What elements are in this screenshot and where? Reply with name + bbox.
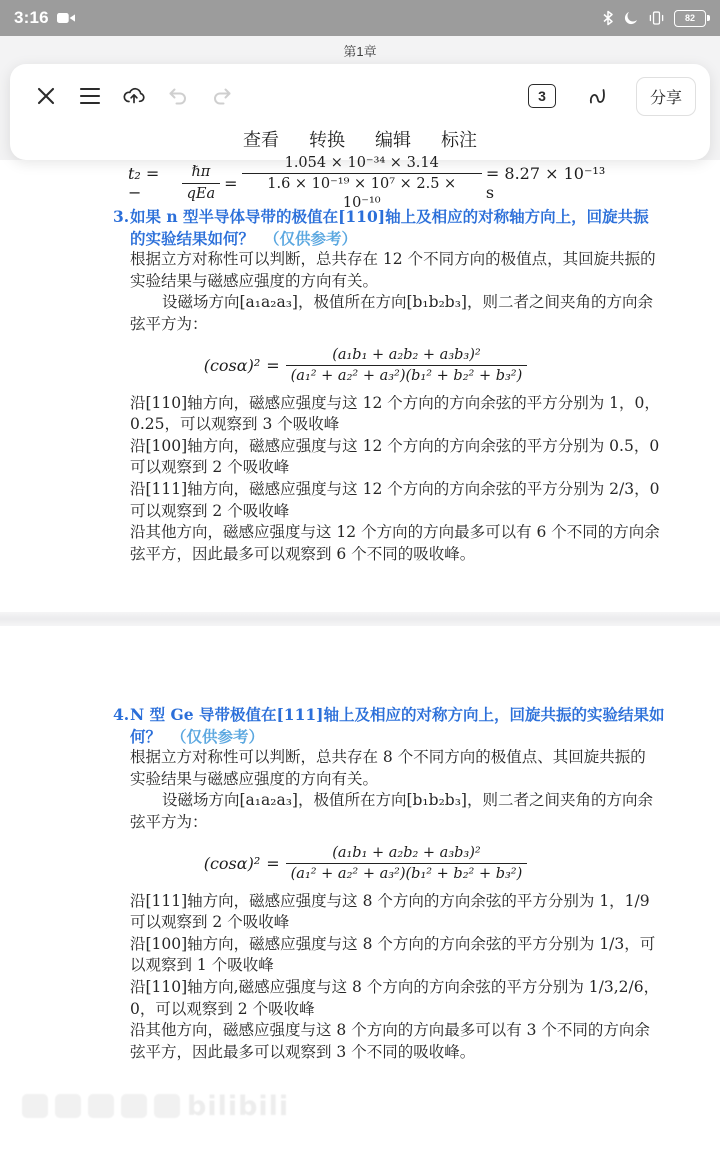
- doc-line: 设磁场方向[a₁a₂a₃]，极值所在方向[b₁b₂b₃]，则二者之间夹角的方向余: [162, 293, 653, 312]
- doc-line: 设磁场方向[a₁a₂a₃]，极值所在方向[b₁b₂b₃]，则二者之间夹角的方向余: [162, 791, 653, 810]
- formula-t2-fraction-1: $\frac{\text{ℏπ}}{\text{qEa}}$: [182, 163, 221, 202]
- formula-t2-fraction-2: $\frac{\text{1.054 × 10⁻³⁴ × 3.14}}{\text{1.6 × 10⁻¹⁹ × 10⁷ × 2.5 × 10⁻¹⁰}}$: [242, 154, 482, 211]
- doc-line: 沿[100]轴方向，磁感应强度与这 8 个方向的方向余弦的平方分别为 1/3，可: [130, 934, 656, 953]
- redo-icon: [210, 85, 234, 107]
- share-button[interactable]: 分享: [636, 77, 696, 116]
- doc-line: 沿[100]轴方向，磁感应强度与这 12 个方向的方向余弦的平方分别为 0.5，0: [130, 436, 660, 455]
- bilibili-logo: bilibili: [187, 1090, 290, 1122]
- document-title: 第1章: [0, 36, 720, 64]
- status-bar: [0, 0, 720, 36]
- menu-button[interactable]: [68, 76, 112, 116]
- tab-bar: [10, 122, 710, 156]
- watermark-blur-glyph: [55, 1094, 81, 1118]
- question-4-title-line-2: 何？ （仅供参考）: [130, 726, 265, 746]
- formula-t2-lhs: t₂ = −: [128, 164, 160, 202]
- watermark-blur-glyph: [154, 1094, 180, 1118]
- question-3-number: 3.: [113, 207, 130, 226]
- upload-button[interactable]: [112, 76, 156, 116]
- video-camera-icon: [57, 11, 75, 25]
- page-count-button[interactable]: 3: [528, 84, 556, 108]
- scribble-pen-button[interactable]: [576, 76, 620, 116]
- question-3-title-line-2: 的实验结果如何？ （仅供参考）: [130, 228, 358, 248]
- doc-line: 实验结果与磁感应强度的方向有关。: [130, 271, 379, 290]
- tab-annotate[interactable]: 标注: [441, 130, 477, 150]
- doc-line: 实验结果与磁感应强度的方向有关。: [130, 769, 379, 788]
- close-icon: [35, 85, 57, 107]
- doc-line: 根据立方对称性可以判断，总共存在 8 个不同方向的极值点、其回旋共振的: [130, 748, 646, 767]
- undo-button[interactable]: [156, 76, 200, 116]
- redo-button[interactable]: [200, 76, 244, 116]
- reference-note: （仅供参考）: [171, 726, 265, 746]
- formula-cos-fraction: $\frac{\text{(a₁b₁ + a₂b₂ + a₃b₃)²}}{\text{(a₁² + a₂² + a₃²)(b₁² + b₂² + b₃²)}}$: [286, 844, 528, 883]
- question-4-title-line-1: 4.N 型 Ge 导带极值在[111]轴上及相应的对称方向上，回旋共振的实验结果如: [113, 705, 665, 724]
- tab-convert[interactable]: 转换: [309, 130, 345, 150]
- doc-line: 沿[111]轴方向，磁感应强度与这 8 个方向的方向余弦的平方分别为 1，1/9: [130, 891, 650, 910]
- scribble-pen-icon: [586, 84, 610, 108]
- toolbar-row: [10, 74, 710, 118]
- tab-edit[interactable]: 编辑: [375, 130, 411, 150]
- doc-line: 沿[111]轴方向，磁感应强度与这 12 个方向的方向余弦的平方分别为 2/3，0: [130, 479, 660, 498]
- reference-note: （仅供参考）: [264, 228, 358, 248]
- bluetooth-icon: [602, 10, 614, 26]
- doc-line: 以观察到 1 个吸收峰: [130, 956, 274, 975]
- formula-cos-squared: (cosα)² = $\frac{\text{(a₁b₁ + a₂b₂ + a₃b₃)²}}{\text{(a₁² + a₂² + a₃²)(b₁² + b₂² + b₃²)}}$: [113, 837, 618, 891]
- doc-line: 可以观察到 2 个吸收峰: [130, 913, 290, 932]
- page-1-content: [113, 155, 660, 565]
- page-separator: [0, 612, 720, 626]
- doc-line: 可以观察到 2 个吸收峰: [130, 458, 290, 477]
- battery-icon: 82: [674, 10, 706, 27]
- question-4-number: 4.: [113, 705, 130, 724]
- watermark-blur-glyph: [121, 1094, 147, 1118]
- formula-cos-squared: (cosα)² = $\frac{\text{(a₁b₁ + a₂b₂ + a₃b₃)²}}{\text{(a₁² + a₂² + a₃²)(b₁² + b₂² + b₃²)}}$: [113, 339, 618, 393]
- cloud-upload-icon: [121, 84, 147, 108]
- doc-line: 0.25，可以观察到 3 个吸收峰: [130, 415, 340, 434]
- undo-icon: [166, 85, 190, 107]
- doc-line: 可以观察到 2 个吸收峰: [130, 501, 290, 520]
- doc-line: 沿其他方向，磁感应强度与这 12 个方向的方向最多可以有 6 个不同的方向余: [130, 523, 660, 542]
- formula-t2-result: = 8.27 × 10⁻¹³ s: [485, 164, 606, 202]
- clock: 3:16: [14, 8, 49, 27]
- menu-icon: [79, 87, 101, 105]
- doc-line: 弦平方为：: [130, 812, 208, 831]
- doc-line: 弦平方，因此最多可以观察到 3 个不同的吸收峰。: [130, 1042, 476, 1061]
- page-2-content: [113, 704, 665, 1063]
- close-button[interactable]: [24, 76, 68, 116]
- doc-line: 沿[110]轴方向,磁感应强度与这 8 个方向的方向余弦的平方分别为 1/3,2/6，: [130, 977, 660, 996]
- formula-cos-fraction: $\frac{\text{(a₁b₁ + a₂b₂ + a₃b₃)²}}{\text{(a₁² + a₂² + a₃²)(b₁² + b₂² + b₃²)}}$: [286, 346, 528, 385]
- formula-t2: t₂ = − $\frac{\text{ℏπ}}{\text{qEa}}$ = $\frac{\text{1.054 × 10⁻³⁴ × 3.14}}{\text{1.6 × 10⁻¹⁹ × 10⁷ × 2.5 × 10⁻¹⁰}}$ = 8.27 × 10⁻¹³ s: [113, 160, 618, 206]
- watermark-blur-glyph: [88, 1094, 114, 1118]
- doc-line: 沿其他方向，磁感应强度与这 8 个方向的方向最多可以有 3 个不同的方向余: [130, 1021, 650, 1040]
- toolbar-card: [10, 64, 710, 160]
- question-3-title-line-1: 3.如果 n 型半导体导带的极值在[110]轴上及相应的对称轴方向上，回旋共振: [113, 207, 649, 226]
- doc-line: 根据立方对称性可以判断，总共存在 12 个不同方向的极值点，其回旋共振的: [130, 250, 656, 269]
- vibrate-icon: [648, 10, 665, 26]
- moon-icon: [623, 10, 639, 26]
- doc-line: 沿[110]轴方向，磁感应强度与这 12 个方向的方向余弦的平方分别为 1，0，: [130, 393, 660, 412]
- watermark-blur-glyph: [22, 1094, 48, 1118]
- doc-line: 弦平方，因此最多可以观察到 6 个不同的吸收峰。: [130, 544, 476, 563]
- doc-line: 0，可以观察到 2 个吸收峰: [130, 999, 315, 1018]
- watermark: [22, 1086, 289, 1126]
- tab-view[interactable]: 查看: [243, 130, 279, 150]
- doc-line: 弦平方为：: [130, 314, 208, 333]
